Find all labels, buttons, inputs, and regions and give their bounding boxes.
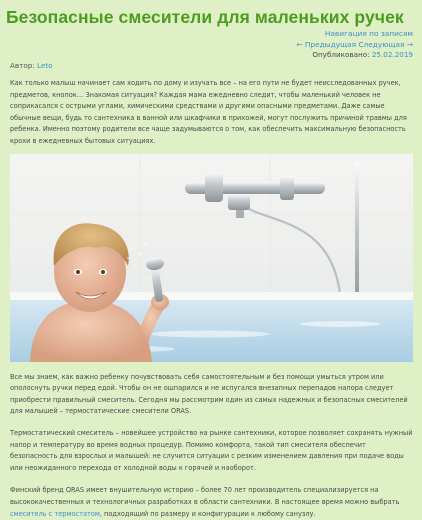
post-meta (6, 50, 416, 72)
content-text: Финский бренд ORAS имеет внушительную историю – более 70 лет производитель специализируется на высококачественных и технологичных разработках в области сантехники. В настоящее время можно выбрать (10, 486, 400, 506)
content-paragraph: Термостатический смеситель – новейшее устройство на рынке сантехники, которое позволяет сохранять нужный напор и температуру во время водных процедур. Помимо комфорта, такой тип смесителя обеспечит безопасность для взрослых и малышей: не случится ситуации с резким изменением давления при подаче воды или неожиданного перехода от холодной воды к горячей и наоборот. (10, 428, 413, 472)
content-paragraph: Как только малыш начинает сам ходить по дому и изучать все – на его пути не будет неисследованных ручек, предметов, кнопок… Знакомая ситуация? Каждая мама ежедневно следит, чтобы маленький человек не соприкасался с острыми углами, химическими средствами и другими опасными предметами. Даже самые обычные вещи, будь то сантехника в ванной или шкафчики в прихожей, могут послужить причиной травмы для ребенка. Именно поэтому родители все чаще задумываются о том, как обеспечить максимальную безопасность крохи в ежедневных бытовых ситуациях. (10, 79, 407, 145)
thermostat-mixer-link[interactable]: смеситель с термостатом (10, 509, 100, 518)
bath-photo-illustration (10, 154, 413, 362)
published-label: Опубликовано: (312, 50, 370, 59)
previous-post-link[interactable]: ← Предыдущая (296, 40, 357, 49)
next-post-link[interactable]: Следующая → (358, 40, 413, 49)
content-paragraph (6, 485, 416, 520)
post-navigation-heading: Навигация по записям (324, 29, 413, 38)
published-date (312, 49, 413, 61)
content-text: , подходящий по размеру и конфигурации к любому санузлу. (99, 509, 316, 518)
published-date-value: 25.02.2019 (371, 50, 413, 59)
post-navigation (296, 28, 413, 50)
post-title: Безопасные смесители для маленьких ручек (6, 7, 404, 27)
author-link[interactable]: Leto (37, 61, 53, 70)
post-image-child-in-bath (10, 154, 413, 362)
content-paragraph: Все мы знаем, как важно ребенку почувствовать себя самостоятельным и без помощи умыться утром или ополоснуть ручки перед едой. Чтобы он не ошпарился и не испугался внезапных перепадов напора следует приобрести правильный смеситель. Сегодня мы рассмотрим один из самых надежных и безопасных смесителей для малышей – термостатические смесители ORAS. (10, 372, 408, 416)
author-label: Автор: (10, 61, 35, 70)
